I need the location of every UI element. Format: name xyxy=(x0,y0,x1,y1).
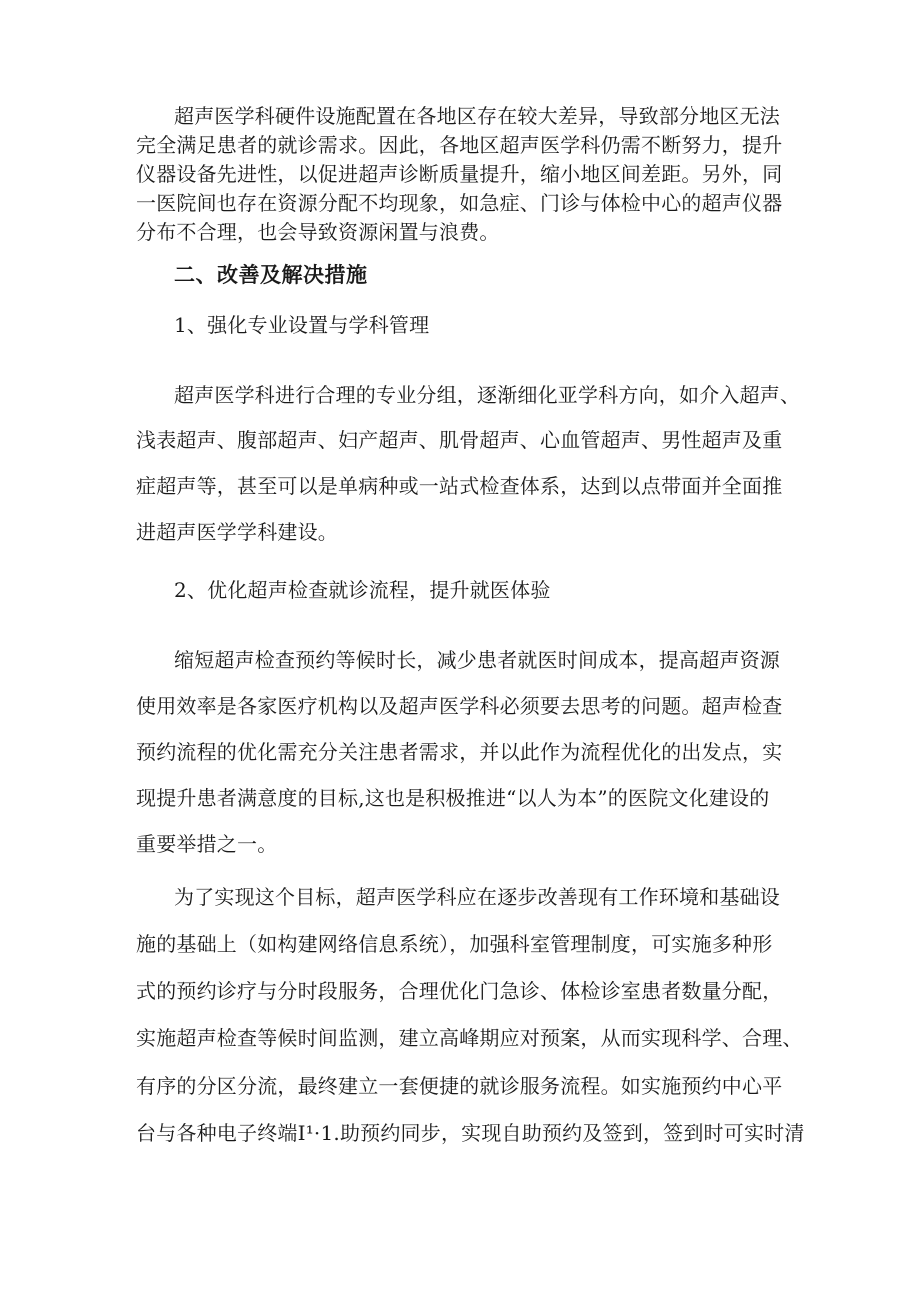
subheading-2: 2、优化超声检查就诊流程，提升就医体验 xyxy=(174,578,551,602)
paragraph-line: 施的基础上（如构建网络信息系统），加强科室管理制度，可实施多种形 xyxy=(136,932,773,956)
paragraph-line: 浅表超声、腹部超声、妇产超声、肌骨超声、心血管超声、男性超声及重 xyxy=(136,428,783,452)
paragraph-line: 预约流程的优化需充分关注患者需求，并以此作为流程优化的出发点，实 xyxy=(136,740,783,764)
paragraph-line: 仪器设备先进性，以促进超声诊断质量提升，缩小地区间差距。另外，同 xyxy=(136,162,783,186)
paragraph-line: 超声医学科硬件设施配置在各地区存在较大差异，导致部分地区无法 xyxy=(174,104,780,128)
paragraph-line: 为了实现这个目标，超声医学科应在逐步改善现有工作环境和基础设 xyxy=(174,885,780,909)
paragraph-line: 超声医学科进行合理的专业分组，逐渐细化亚学科方向，如介入超声、 xyxy=(174,383,801,407)
paragraph-line: 一医院间也存在资源分配不均现象，如急症、门诊与体检中心的超声仪器 xyxy=(136,191,783,215)
paragraph-line: 现提升患者满意度的目标,这也是积极推进“以人为本”的医院文化建设的 xyxy=(136,786,770,810)
paragraph-line: 进超声医学学科建设。 xyxy=(136,520,338,544)
paragraph-line: 症超声等，甚至可以是单病种或一站式检查体系，达到以点带面并全面推 xyxy=(136,474,783,498)
paragraph-line: 使用效率是各家医疗机构以及超声医学科必须要去思考的问题。超声检查 xyxy=(136,694,783,718)
paragraph-line: 完全满足患者的就诊需求。因此，各地区超声医学科仍需不断努力，提升 xyxy=(136,133,783,157)
paragraph-line: 实施超声检查等候时间监测，建立高峰期应对预案，从而实现科学、合理、 xyxy=(136,1026,803,1050)
section-heading: 二、改善及解决措施 xyxy=(174,263,368,287)
subheading-1: 1、强化专业设置与学科管理 xyxy=(174,313,430,337)
paragraph-line: 有序的分区分流，最终建立一套便捷的就诊服务流程。如实施预约中心平 xyxy=(136,1074,783,1098)
paragraph-line: 式的预约诊疗与分时段服务，合理优化门急诊、体检诊室患者数量分配， xyxy=(136,979,783,1003)
paragraph-line: 缩短超声检查预约等候时长，减少患者就医时间成本，提高超声资源 xyxy=(174,648,780,672)
paragraph-line: 重要举措之一。 xyxy=(136,832,278,856)
paragraph-line: 台与各种电子终端I¹·1.助预约同步，实现自助预约及签到，签到时可实时清 xyxy=(136,1121,805,1145)
paragraph-line: 分布不合理，也会导致资源闲置与浪费。 xyxy=(136,220,500,244)
